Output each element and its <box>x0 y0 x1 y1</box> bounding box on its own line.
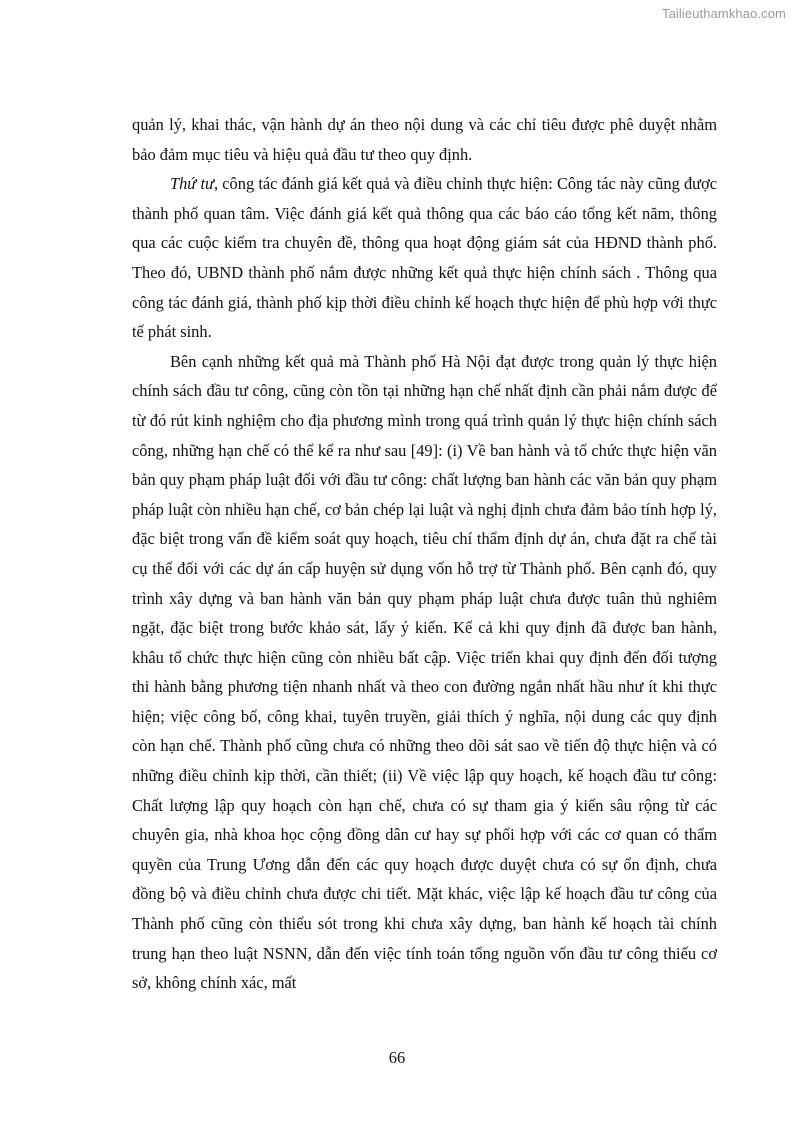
document-body <box>132 110 717 998</box>
paragraph-1: quản lý, khai thác, vận hành dự án theo nội dung và các chỉ tiêu được phê duyệt nhằm bảo đảm mục tiêu và hiệu quả đầu tư theo quy định. <box>132 115 717 164</box>
page-number: 66 <box>388 1048 406 1067</box>
watermark-text: Tailieuthamkhao.com <box>661 6 786 21</box>
paragraph-3: Bên cạnh những kết quả mà Thành phố Hà Nội đạt được trong quản lý thực hiện chính sách đầu tư công, cũng còn tồn tại những hạn chế nhất định cần phải nắm được để từ đó rút kinh nghiệm cho địa phương mình trong quá trình quản lý thực hiện chính sách công, những hạn chế có thể kể ra như sau [49]: (i) Về ban hành và tổ chức thực hiện văn bản quy phạm pháp luật đối với đầu tư công: chất lượng ban hành các văn bản quy phạm pháp luật còn nhiều hạn chế, cơ bản chép lại luật và nghị định chưa đảm bảo tính hợp lý, đặc biệt trong vấn đề kiểm soát quy hoạch, tiêu chí thẩm định dự án, chưa đặt ra chế tài cụ thể đối với các dự án cấp huyện sử dụng vốn hỗ trợ từ Thành phố. Bên cạnh đó, quy trình xây dựng và ban hành văn bản quy phạm pháp luật chưa được tuân thủ nghiêm ngặt, đặc biệt trong bước khảo sát, lấy ý kiến. Kể cả khi quy định đã được ban hành, khâu tổ chức thực hiện cũng còn nhiều bất cập. Việc triển khai quy định đến đối tượng thi hành bằng phương tiện nhanh nhất và theo con đường ngắn nhất hầu như ít khi thực hiện; việc công bố, công khai, tuyên truyền, giải thích ý nghĩa, nội dung các quy định còn hạn chế. Thành phố cũng chưa có những theo dõi sát sao về tiến độ thực hiện và có những điều chỉnh kịp thời, cần thiết; (ii) Về việc lập quy hoạch, kế hoạch đầu tư công: Chất lượng lập quy hoạch còn hạn chế, chưa có sự tham gia ý kiến sâu rộng từ các chuyên gia, nhà khoa học cộng đồng dân cư hay sự phối hợp với các cơ quan có thẩm quyền của Trung Ương dẫn đến các quy hoạch được duyệt chưa có sự ổn định, chưa đồng bộ và điều chỉnh chưa được chi tiết. Mặt khác, việc lập kế hoạch đầu tư công của Thành phố cũng còn thiếu sót trong khi chưa xây dựng, ban hành kế hoạch tài chính trung hạn theo luật NSNN, dẫn đến việc tính toán tổng nguồn vốn đầu tư công thiếu cơ sở, không chính xác, mất <box>132 351 717 993</box>
paragraph-2 <box>132 169 717 347</box>
paragraph-2-lead: Thứ tư <box>170 174 214 194</box>
paragraph-2-body: , công tác đánh giá kết quả và điều chỉnh thực hiện: Công tác này cũng được thành phố quan tâm. Việc đánh giá kết quả thông qua các báo cáo tổng kết năm, thông qua các cuộc kiểm tra chuyên đề, thông qua hoạt động giám sát của HĐND thành phố. Theo đó, UBND thành phố nắm được những kết quả thực hiện chính sách . Thông qua công tác đánh giá, thành phố kịp thời điều chỉnh kế hoạch thực hiện để phù hợp với thực tế phát sinh. <box>132 174 718 342</box>
